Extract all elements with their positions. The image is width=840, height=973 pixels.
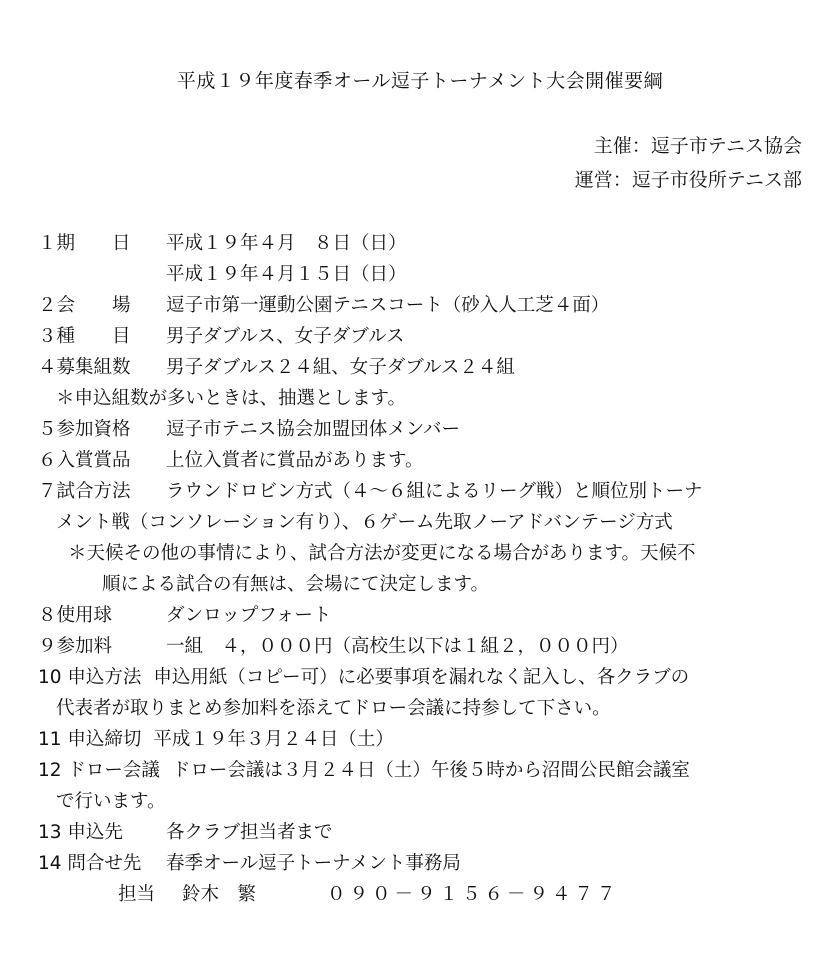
item-format-note-row2: [38, 569, 818, 600]
item-date-label: １期 日: [38, 233, 131, 254]
item-recruit-label: ４募集組数: [38, 357, 131, 378]
item-draw-meeting-line2: で行います。: [56, 791, 166, 812]
item-application-label: 10 申込方法: [38, 667, 142, 688]
item-application-line2: 代表者が取りまとめ参加料を添えてドロー会議に持参して下さい。: [56, 698, 611, 719]
item-eligibility: [38, 414, 818, 445]
item-format-line1: ラウンドロビン方式（４～６組によるリーグ戦）と順位別トーナ: [166, 481, 703, 502]
item-deadline-value: 平成１９年３月２４日（土）: [153, 729, 394, 750]
item-application-cont: [38, 693, 818, 724]
item-submit-to-value: 各クラブ担当者まで: [166, 822, 333, 843]
item-format: [38, 476, 818, 507]
item-eligibility-value: 逗子市テニス協会加盟団体メンバー: [166, 419, 460, 440]
item-inquiry-value: 春季オール逗子トーナメント事務局: [166, 853, 461, 874]
item-ball-value: ダンロップフォート: [166, 605, 332, 626]
item-draw-meeting-cont: [38, 786, 818, 817]
item-format-note-line1: ＊天候その他の事情により、試合方法が変更になる場合があります。天候不: [68, 543, 696, 564]
item-prizes-label: ６入賞賞品: [38, 450, 131, 471]
item-date-cont: [38, 259, 818, 290]
item-venue-value: 逗子市第一運動公園テニスコート（砂入人工芝４面）: [166, 295, 610, 316]
document-title: 平成１９年度春季オール逗子トーナメント大会開催要綱: [176, 70, 664, 92]
item-venue-label: ２会 場: [38, 295, 131, 316]
item-deadline-label: 11 申込締切: [38, 729, 142, 750]
item-venue: [38, 290, 818, 321]
item-date: [38, 228, 818, 259]
item-application-line1: 申込用紙（コピー可）に必要事項を漏れなく記入し、各クラブの: [153, 667, 690, 688]
item-recruit-note-row: [38, 383, 818, 414]
item-inquiry: [38, 848, 818, 879]
item-fee-value: 一組 ４，０００円（高校生以下は１組２，０００円）: [166, 636, 629, 657]
item-events: [38, 321, 818, 352]
item-recruit-value: 男子ダブルス２４組、女子ダブルス２４組: [166, 357, 515, 378]
item-inquiry-contact: [38, 879, 818, 910]
item-prizes: [38, 445, 818, 476]
item-draw-meeting-line1: ドロー会議は３月２４日（土）午後５時から沼間公民館会議室: [171, 760, 690, 781]
item-date-line2: 平成１９年４月１５日（日）: [166, 264, 407, 285]
item-format-label: ７試合方法: [38, 481, 131, 502]
item-fee-label: ９参加料: [38, 636, 113, 657]
item-ball-label: ８使用球: [38, 605, 113, 626]
item-format-line2: メント戦（コンソレーション有り）、６ゲーム先取ノーアドバンテージ方式: [56, 512, 673, 533]
item-draw-meeting-label: 12 ドロー会議: [38, 760, 160, 781]
item-recruit: [38, 352, 818, 383]
item-eligibility-label: ５参加資格: [38, 419, 131, 440]
item-fee: [38, 631, 818, 662]
item-inquiry-label: 14 問合せ先: [38, 853, 142, 874]
item-application: [38, 662, 818, 693]
item-submit-to: [38, 817, 818, 848]
item-recruit-note: ＊申込組数が多いときは、抽選とします。: [56, 388, 407, 409]
item-format-note-row1: [38, 538, 818, 569]
contact-label: 担当: [118, 884, 156, 905]
item-events-value: 男子ダブルス、女子ダブルス: [166, 326, 405, 347]
item-format-cont: [38, 507, 818, 538]
management-organizer: 運営：逗子市役所テニス部: [574, 169, 802, 191]
contact-phone: ０９０－９１５６－９４７７: [327, 884, 620, 905]
item-format-note-line2: 順による試合の有無は、会場にて決定します。: [102, 574, 490, 595]
host-organizer: 主催：逗子市テニス協会: [593, 135, 802, 157]
item-prizes-value: 上位入賞者に賞品があります。: [166, 450, 424, 471]
item-deadline: [38, 724, 818, 755]
item-ball: [38, 600, 818, 631]
item-date-line1: 平成１９年４月 ８日（日）: [166, 233, 407, 254]
item-draw-meeting: [38, 755, 818, 786]
outline-items: [38, 228, 818, 910]
contact-name: 鈴木 繁: [182, 884, 257, 905]
item-submit-to-label: 13 申込先: [38, 822, 123, 843]
item-events-label: ３種 目: [38, 326, 131, 347]
